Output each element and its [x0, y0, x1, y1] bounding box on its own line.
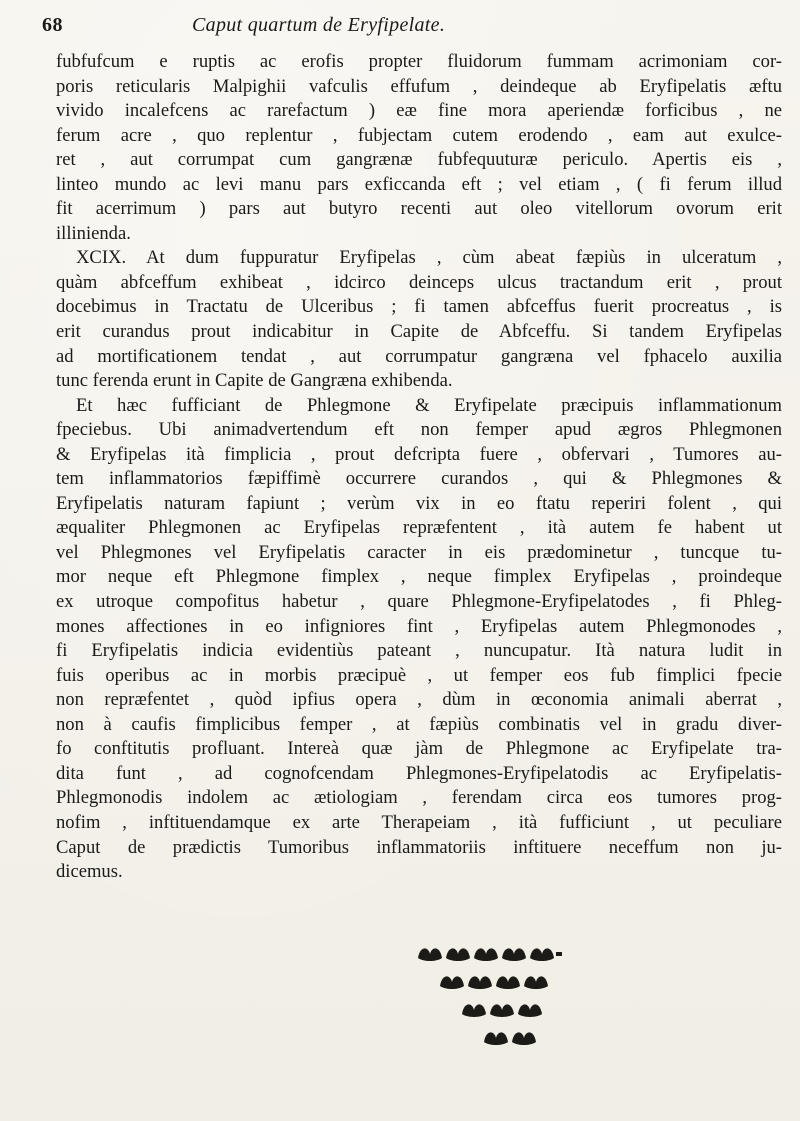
text-line: tem inflammatorios fæpiffimè occurrere curandos , qui & Phlegmones & [56, 468, 782, 490]
text-line: XCIX. At dum fuppuratur Eryfipelas , cùm abeat fæpiùs in ulceratum , [76, 247, 782, 269]
text-line: fpeciebus. Ubi animadvertendum eft non femper apud ægros Phlegmonen [56, 419, 782, 441]
text-line: Eryfipelatis naturam fapiunt ; verùm vix in eo ftatu reperiri folent , qui [56, 492, 782, 514]
text-line: non à caufis fimplicibus femper , at fæpiùs combinatis vel in gradu diver- [56, 713, 782, 735]
text-line: & Eryfipelas ità fimplicia , prout defcripta fuere , obfervari , Tumores au- [56, 443, 782, 465]
text-line: illinienda. [56, 222, 131, 244]
page-header [42, 14, 782, 42]
text-line: fo conftitutis profluant. Intereà quæ jàm de Phlegmone ac Eryfipelate tra- [56, 738, 782, 760]
text-line: poris reticularis Malpighii vafculis effufum , deindeque ab Eryfipelatis æftu [56, 75, 782, 97]
text-line: nofim , inftituendamque ex arte Therapeiam , ità fufficiunt , ut peculiare [56, 811, 782, 833]
text-line: fuis operibus ac in morbis præcipuè , ut femper eos fub fimplici fpecie [56, 664, 782, 686]
running-head: Caput quartum de Eryfipelate. [192, 14, 446, 36]
text-line: tunc ferenda erunt in Capite de Gangræna exhibenda. [56, 370, 453, 392]
text-line: dicemus. [56, 861, 123, 883]
text-line: Caput de prædictis Tumoribus inflammatoriis inftituere neceffum non ju- [56, 836, 782, 858]
text-line: ad mortificationem tendat , aut corrumpatur gangræna vel fphacelo auxilia [56, 345, 782, 367]
text-line: dita funt , ad cognofcendam Phlegmones-Eryfipelatodis ac Eryfipelatis- [56, 762, 782, 784]
text-line: fubfufcum e ruptis ac erofis propter fluidorum fummam acrimoniam cor- [56, 51, 782, 72]
body-text [56, 50, 782, 885]
paragraph-continuation [56, 50, 782, 246]
page-number: 68 [42, 14, 63, 36]
text-line: linteo mundo ac levi manu pars exficcanda eft ; vel etiam , ( fi ferum illud [56, 173, 782, 195]
tailpiece-ornament-icon [410, 942, 580, 1062]
text-line: ret , aut corrumpat cum gangrænæ fubfequuturæ periculo. Apertis eis , [56, 149, 782, 171]
text-line: ex utroque compofitus habetur , quare Phlegmone-Eryfipelatodes , fi Phleg- [56, 591, 782, 613]
text-line: docebimus in Tractatu de Ulceribus ; fi tamen abfceffus fuerit procreatus , is [56, 296, 782, 318]
text-line: erit curandus prout indicabitur in Capite de Abfceffu. Si tandem Eryfipelas [56, 321, 782, 343]
text-line: vivido incalefcens ac rarefactum ) eæ fine mora aperiendæ forficibus , ne [56, 100, 782, 122]
text-line: vel Phlegmones vel Eryfipelatis caracter in eis prædominetur , tuncque tu- [56, 541, 782, 563]
text-line: mor neque eft Phlegmone fimplex , neque fimplex Eryfipelas , proindeque [56, 566, 782, 588]
text-line: mones affectiones in eo infigniores fint , Eryfipelas autem Phlegmonodes , [56, 615, 782, 637]
text-line: non repræfentet , quòd ipfius opera , dùm in œconomia animali aberrat , [56, 689, 782, 711]
text-line: æqualiter Phlegmonen ac Eryfipelas repræfentent , ità autem fe habent ut [56, 517, 782, 539]
paragraph-conclusion [56, 394, 782, 885]
text-line: fit acerrimum ) pars aut butyro recenti aut oleo vitellorum ovorum erit [56, 198, 782, 220]
tailpiece-ornament [410, 942, 580, 1062]
paragraph-xcix [56, 246, 782, 393]
text-line: fi Eryfipelatis indicia evidentiùs pateant , nuncupatur. Ità natura ludit in [56, 640, 782, 662]
text-line: quàm abfceffum exhibeat , idcirco deinceps ulcus tractandum erit , prout [56, 271, 782, 293]
text-line: Phlegmonodis indolem ac ætiologiam , ferendam circa eos tumores prog- [56, 787, 782, 809]
text-line: ferum acre , quo replentur , fubjectam cutem erodendo , eam aut exulce- [56, 124, 782, 146]
text-line: Et hæc fufficiant de Phlegmone & Eryfipelate præcipuis inflammationum [76, 394, 782, 416]
